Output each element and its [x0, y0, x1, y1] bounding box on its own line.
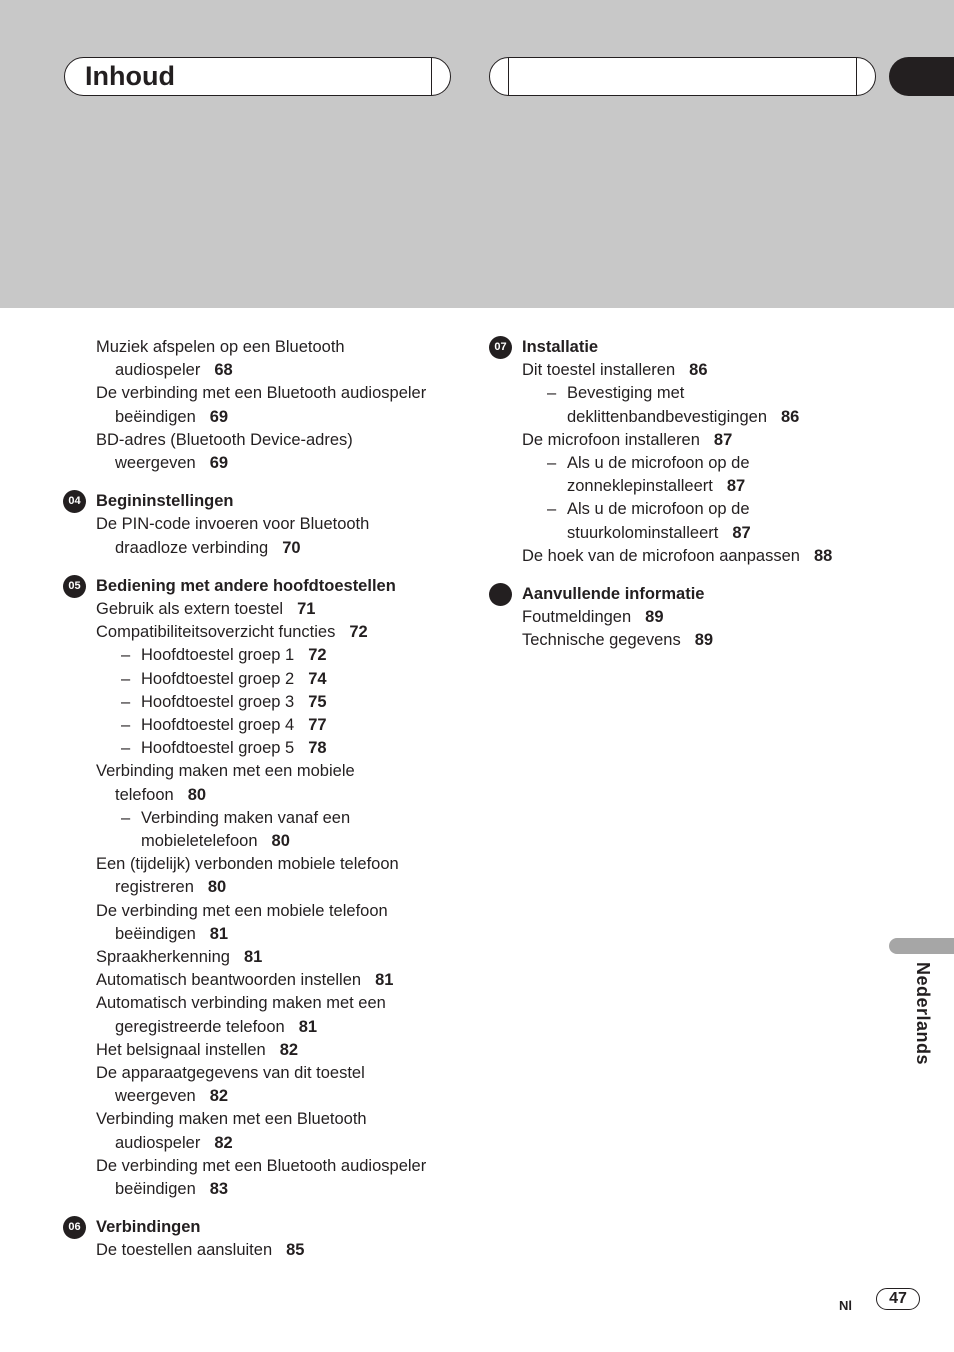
entry-text: Muziek afspelen op een Bluetooth	[96, 338, 345, 356]
entry-text: Verbinding maken vanaf een mobiele	[141, 808, 351, 851]
entry-text-continued: installeert	[647, 523, 719, 542]
toc-section	[63, 490, 463, 560]
page-ref: 72	[349, 623, 368, 642]
page-ref: 82	[214, 1133, 233, 1152]
entry-text-continued: audiospeler	[115, 361, 201, 380]
entry-text: Automatisch verbinding maken met een	[96, 994, 386, 1013]
entry-text: Automatisch beantwoorden instellen	[96, 971, 362, 990]
chapter-number-badge: 07	[489, 336, 512, 359]
entry-text-continued: audiospeler	[115, 1133, 201, 1152]
toc-right-column	[489, 336, 889, 668]
entry-text-continued: installeert	[642, 477, 713, 496]
entry-text: Compatibiliteitsoverzicht functies	[96, 623, 336, 642]
toc-subentry[interactable]	[63, 691, 463, 714]
toc-entry[interactable]	[63, 1039, 463, 1062]
entry-text-continued: registreren	[115, 878, 194, 897]
toc-subentry[interactable]	[489, 382, 889, 428]
toc-entry[interactable]	[63, 382, 463, 428]
toc-entry[interactable]	[63, 513, 463, 559]
toc-entry[interactable]	[63, 900, 463, 946]
toc-entry[interactable]	[63, 1155, 463, 1201]
entry-text: De hoek van de microfoon aanpassen	[522, 546, 800, 565]
section-heading	[63, 575, 463, 598]
entry-text: Het belsignaal instellen	[96, 1040, 266, 1059]
page-ref: 69	[209, 407, 229, 426]
entry-text: Technische gegevens	[522, 631, 681, 650]
entry-text: Hoofdtoestel groep 5	[141, 739, 295, 758]
entry-text: BD-adres (Bluetooth Device-adres)	[96, 430, 353, 449]
page-ref: 87	[713, 430, 733, 449]
toc-entry[interactable]	[63, 946, 463, 969]
language-tab	[889, 938, 954, 954]
toc-subentry[interactable]	[489, 452, 889, 498]
page-ref: 81	[298, 1017, 318, 1036]
section-heading	[63, 1216, 463, 1239]
entry-text-continued: weergeven	[115, 1087, 196, 1106]
entry-text: Hoofdtoestel groep 4	[141, 716, 295, 735]
section-title: Bediening met andere hoofdtoestellen	[96, 576, 396, 595]
toc-entry[interactable]	[489, 429, 889, 452]
entry-text-continued: beëindigen	[115, 407, 196, 426]
page-ref: 81	[209, 924, 229, 943]
section-title: Begininstellingen	[96, 492, 234, 511]
toc-section	[63, 336, 463, 475]
entry-text: Foutmeldingen	[522, 608, 632, 627]
page-ref: 75	[308, 692, 327, 711]
entry-text-continued: beëindigen	[115, 924, 196, 943]
toc-entry[interactable]	[63, 336, 463, 382]
page-ref: 78	[308, 739, 327, 758]
toc-subentry[interactable]	[63, 668, 463, 691]
dash-bullet: –	[547, 454, 557, 472]
entry-text: Bevestiging met de	[567, 384, 685, 426]
page-ref: 89	[694, 631, 714, 650]
dash-bullet: –	[121, 716, 131, 735]
toc-entry[interactable]	[489, 629, 889, 652]
page-ref: 83	[209, 1180, 229, 1199]
page-ref: 74	[308, 669, 327, 688]
entry-text: De apparaatgegevens van dit toestel	[96, 1064, 365, 1083]
entry-text-continued: beëindigen	[115, 1180, 196, 1199]
entry-text: Spraakherkenning	[96, 948, 230, 967]
dash-bullet: –	[121, 692, 131, 711]
toc-entry[interactable]	[63, 760, 463, 806]
entry-text-continued: geregistreerde telefoon	[115, 1017, 285, 1036]
empty-title-bar	[489, 57, 876, 96]
chapter-number-badge: 05	[63, 575, 86, 598]
page-ref: 80	[271, 832, 290, 851]
toc-subentry[interactable]	[63, 807, 463, 853]
language-label: Nederlands	[913, 962, 933, 1066]
page-ref: 81	[243, 948, 263, 967]
toc-entry[interactable]	[63, 992, 463, 1038]
entry-text: Een (tijdelijk) verbonden mobiele telefoon	[96, 855, 399, 874]
entry-text: Verbinding maken met een Bluetooth	[96, 1110, 367, 1129]
entry-text-continued: draadloze verbinding	[115, 538, 269, 557]
entry-text-continued: telefoon	[198, 832, 258, 851]
page-ref: 86	[781, 407, 800, 426]
toc-entry[interactable]	[489, 359, 889, 382]
footer-language-code: Nl	[839, 1298, 852, 1313]
page-title: Inhoud	[85, 61, 175, 91]
entry-text-continued: weergeven	[115, 454, 196, 473]
toc-section	[489, 583, 889, 653]
page-ref: 82	[279, 1040, 299, 1059]
entry-text: De toestellen aansluiten	[96, 1241, 273, 1260]
section-heading	[63, 490, 463, 513]
toc-section	[63, 1216, 463, 1262]
page-ref: 89	[645, 608, 664, 627]
page-ref: 85	[286, 1241, 305, 1260]
toc-subentry[interactable]	[63, 737, 463, 760]
dash-bullet: –	[547, 384, 557, 403]
page-ref: 80	[187, 785, 207, 804]
section-heading	[489, 336, 889, 359]
toc-entry[interactable]	[63, 429, 463, 475]
toc-section	[489, 336, 889, 568]
toc-section	[63, 575, 463, 1201]
page-ref: 86	[689, 361, 708, 380]
toc-subentry[interactable]	[63, 644, 463, 667]
page-ref: 80	[207, 878, 227, 897]
entry-text: De microfoon installeren	[522, 430, 700, 449]
page-ref: 72	[308, 646, 327, 665]
page-ref: 82	[209, 1087, 229, 1106]
dash-bullet: –	[547, 500, 557, 519]
toc-entry[interactable]	[63, 1108, 463, 1154]
entry-text: Hoofdtoestel groep 3	[141, 692, 295, 711]
entry-text: De verbinding met een Bluetooth audiospeler	[96, 384, 427, 403]
entry-text: Als u de microfoon op de zonneklep	[567, 454, 750, 496]
dash-bullet: –	[121, 808, 131, 827]
dash-bullet: –	[121, 646, 131, 665]
entry-text: Als u de microfoon op de stuurkolom	[567, 500, 750, 542]
footer-page-number: 47	[876, 1288, 920, 1310]
entry-text: Hoofdtoestel groep 1	[141, 646, 295, 665]
toc-entry[interactable]	[63, 969, 463, 992]
title-bar	[64, 57, 451, 96]
entry-text: Dit toestel installeren	[522, 361, 676, 380]
page-ref: 70	[282, 538, 301, 557]
page-ref: 71	[297, 600, 316, 618]
dash-bullet: –	[121, 739, 131, 758]
toc-entry[interactable]	[63, 1239, 463, 1262]
chapter-number-badge: 04	[63, 490, 86, 513]
entry-text-continued: telefoon	[115, 785, 174, 804]
entry-text: Gebruik als extern toestel	[96, 600, 284, 618]
page-ref: 88	[813, 546, 833, 565]
toc-left-column	[63, 336, 463, 1278]
page-ref: 69	[209, 454, 229, 473]
toc-entry[interactable]	[63, 853, 463, 899]
dash-bullet: –	[121, 669, 131, 688]
page-ref: 68	[214, 361, 233, 380]
page-ref: 87	[732, 523, 751, 542]
section-title: Installatie	[522, 338, 599, 356]
entry-text: De PIN-code invoeren voor Bluetooth	[96, 515, 370, 534]
section-title: Verbindingen	[96, 1218, 201, 1237]
page-ref: 81	[375, 971, 394, 990]
page-ref: 87	[726, 477, 746, 496]
toc-subentry[interactable]	[63, 714, 463, 737]
section-heading	[489, 583, 889, 606]
toc-entry[interactable]	[489, 545, 889, 568]
chapter-number-badge	[489, 583, 512, 606]
entry-text: Verbinding maken met een mobiele	[96, 762, 355, 781]
chapter-tab	[889, 57, 954, 96]
entry-text: Hoofdtoestel groep 2	[141, 669, 295, 688]
page-ref: 77	[308, 716, 327, 735]
entry-text-continued: klittenbandbevestigingen	[585, 407, 767, 426]
toc-entry[interactable]	[489, 606, 889, 629]
header-band	[0, 0, 954, 308]
toc-entry[interactable]	[63, 1062, 463, 1108]
section-title: Aanvullende informatie	[522, 585, 705, 604]
toc-entry[interactable]	[63, 621, 463, 644]
chapter-number-badge: 06	[63, 1216, 86, 1239]
entry-text: De verbinding met een Bluetooth audiospeler	[96, 1156, 427, 1175]
toc-entry[interactable]	[63, 598, 463, 621]
toc-subentry[interactable]	[489, 498, 889, 544]
entry-text: De verbinding met een mobiele telefoon	[96, 901, 388, 920]
